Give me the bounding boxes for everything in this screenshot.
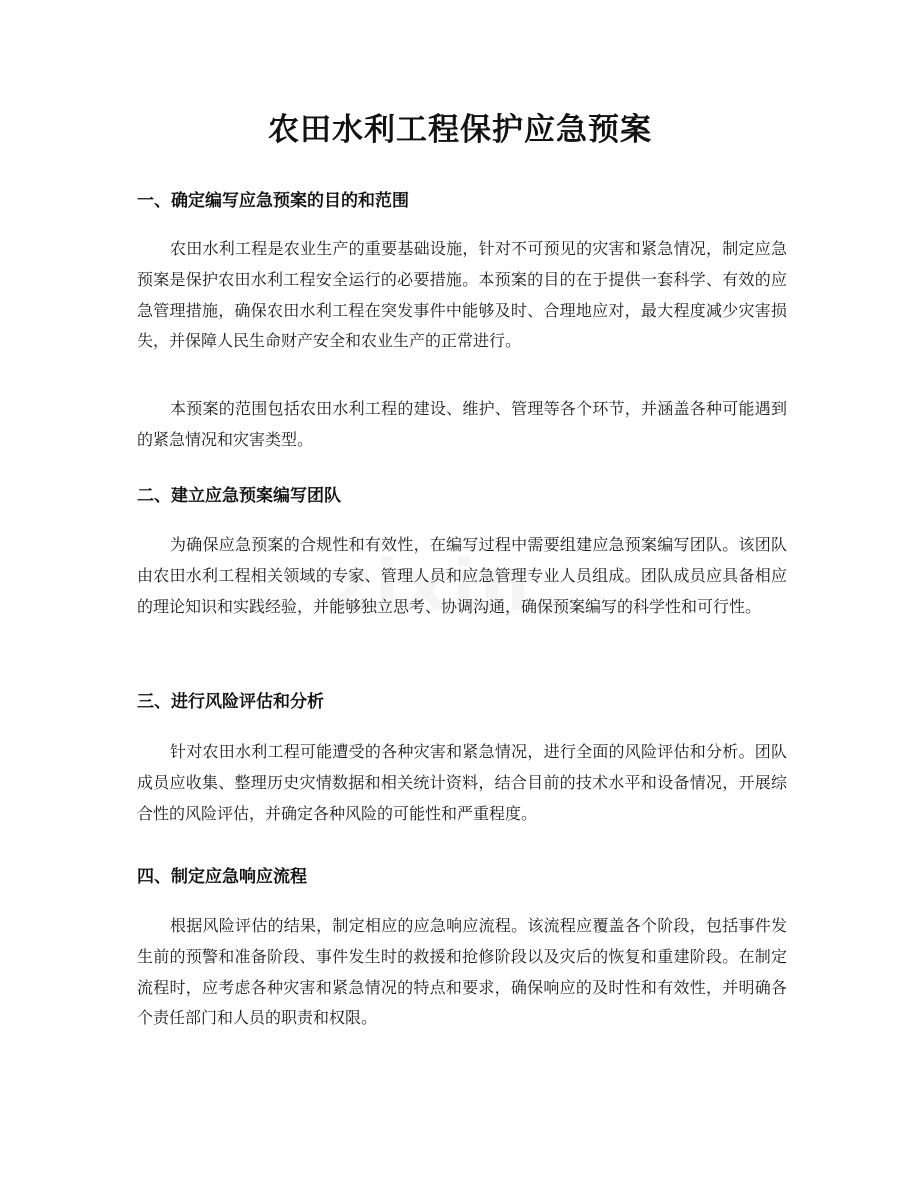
section-2-heading: 二、建立应急预案编写团队 xyxy=(137,486,341,506)
section-4-heading: 四、制定应急响应流程 xyxy=(137,867,307,887)
section-3-paragraph-1: 针对农田水利工程可能遭受的各种灾害和紧急情况，进行全面的风险评估和分析。团队成员应收集、整理历史灾情数据和相关统计资料，结合目前的技术水平和设备情况，开展综合性的风险评估，并确定各种风险的可能性和严重程度。 xyxy=(137,742,787,823)
section-1-paragraph-1: 农田水利工程是农业生产的重要基础设施，针对不可预见的灾害和紧急情况，制定应急预案是保护农田水利工程安全运行的必要措施。本预案的目的在于提供一套科学、有效的应急管理措施，确保农田水利工程在突发事件中能够及时、合理地应对，最大程度减少灾害损失，并保障人民生命财产安全和农业生产的正常进行。 xyxy=(137,239,787,351)
section-1-paragraph-2: 本预案的范围包括农田水利工程的建设、维护、管理等各个环节，并涵盖各种可能遇到的紧急情况和灾害类型。 xyxy=(137,399,787,449)
section-3-heading: 三、进行风险评估和分析 xyxy=(137,692,324,712)
section-1-heading: 一、确定编写应急预案的目的和范围 xyxy=(137,191,409,211)
document-title: 农田水利工程保护应急预案 xyxy=(268,112,652,148)
section-4-paragraph-1: 根据风险评估的结果，制定相应的应急响应流程。该流程应覆盖各个阶段，包括事件发生前的预警和准备阶段、事件发生时的救援和抢修阶段以及灾后的恢复和重建阶段。在制定流程时，应考虑各种灾害和紧急情况的特点和要求，确保响应的及时性和有效性，并明确各个责任部门和人员的职责和权限。 xyxy=(137,916,787,1028)
section-2-paragraph-1: 为确保应急预案的合规性和有效性，在编写过程中需要组建应急预案编写团队。该团队由农田水利工程相关领域的专家、管理人员和应急管理专业人员组成。团队成员应具备相应的理论知识和实践经验，并能够独立思考、协调沟通，确保预案编写的科学性和可行性。 xyxy=(137,535,787,616)
